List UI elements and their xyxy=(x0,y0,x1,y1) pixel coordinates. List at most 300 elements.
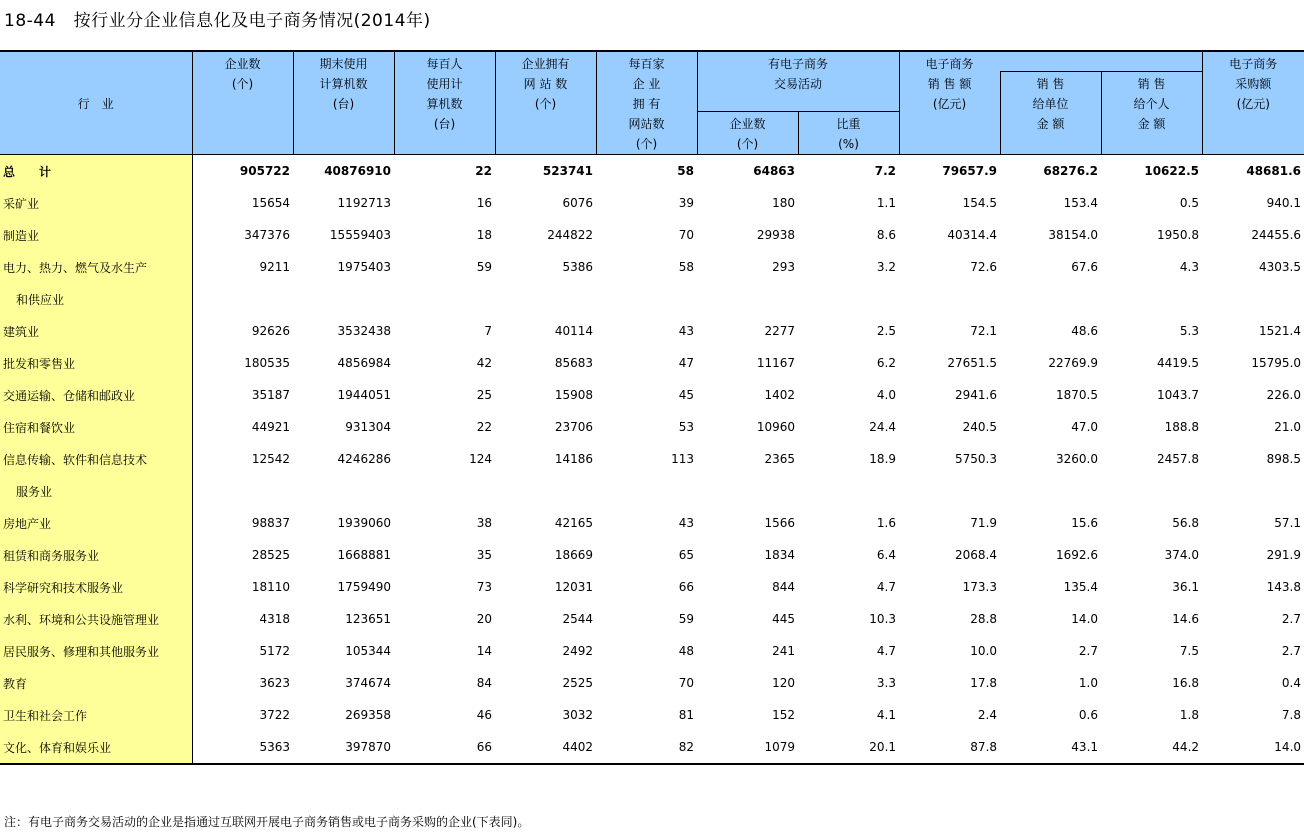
value-cell: 293 xyxy=(772,260,795,274)
value-cell: 4419.5 xyxy=(1157,356,1200,370)
header-line: 企业拥有 xyxy=(521,57,570,71)
value-cell: 29938 xyxy=(756,228,795,242)
header-line: (个) xyxy=(635,137,658,151)
industry-cell: 采矿业 xyxy=(0,187,192,219)
value-cell xyxy=(1101,283,1202,315)
value-cell: 124 xyxy=(469,452,492,466)
value-cell: 9211 xyxy=(259,260,290,274)
value-cell: 240.5 xyxy=(962,420,998,434)
value-cell: 11167 xyxy=(756,356,795,370)
value-cell: 42 xyxy=(476,356,492,370)
value-cell: 445 xyxy=(772,612,795,626)
value-cell: 180 xyxy=(772,196,795,210)
value-cell: 48 xyxy=(678,644,694,658)
table-body xyxy=(0,155,1304,765)
table-row xyxy=(0,635,1304,667)
value-cell xyxy=(899,475,1000,507)
value-cell: 347376 xyxy=(244,228,290,242)
value-cell: 3532438 xyxy=(337,324,391,338)
value-cell: 18 xyxy=(476,228,492,242)
header-industry: 行 业 xyxy=(0,51,192,155)
value-cell: 1692.6 xyxy=(1056,548,1099,562)
value-cell: 17.8 xyxy=(970,676,998,690)
header-line: 企业数 xyxy=(224,57,261,71)
table-row xyxy=(0,411,1304,443)
value-cell: 7 xyxy=(484,324,492,338)
value-cell: 5386 xyxy=(562,260,593,274)
industry-cell: 卫生和社会工作 xyxy=(0,699,192,731)
value-cell: 35 xyxy=(476,548,492,562)
value-cell: 56.8 xyxy=(1172,516,1200,530)
header-ecom-share xyxy=(798,112,899,155)
value-cell: 6076 xyxy=(562,196,593,210)
value-cell: 66 xyxy=(394,731,495,764)
value-cell: 10.3 xyxy=(869,612,897,626)
value-cell: 24.4 xyxy=(869,420,897,434)
value-cell: 1939060 xyxy=(337,516,391,530)
value-cell: 27651.5 xyxy=(947,356,998,370)
value-cell: 87.8 xyxy=(899,731,1000,764)
value-cell: 47 xyxy=(678,356,694,370)
value-cell: 79657.9 xyxy=(942,164,998,178)
header-line: 每百家 xyxy=(628,57,665,71)
value-cell: 46 xyxy=(476,708,492,722)
value-cell: 143.8 xyxy=(1266,580,1302,594)
value-cell: 1834 xyxy=(764,548,795,562)
header-line: 企业数 xyxy=(729,117,766,131)
industry-cell: 租赁和商务服务业 xyxy=(0,539,192,571)
header-line: (个) xyxy=(736,137,759,151)
value-cell: 81 xyxy=(678,708,694,722)
value-cell: 18110 xyxy=(251,580,290,594)
industry-cell: 科学研究和技术服务业 xyxy=(0,571,192,603)
value-cell: 0.6 xyxy=(1078,708,1099,722)
value-cell: 66 xyxy=(678,580,694,594)
value-cell: 3722 xyxy=(259,708,290,722)
value-cell: 58 xyxy=(677,164,694,178)
header-sales-span xyxy=(1000,51,1202,71)
footnote: 注：有电子商务交易活动的企业是指通过互联网开展电子商务销售或电子商务采购的企业(下表同)。 xyxy=(4,815,530,829)
value-cell: 6.2 xyxy=(876,356,897,370)
value-cell: 20 xyxy=(476,612,492,626)
industry-cell: 教育 xyxy=(0,667,192,699)
value-cell: 48.6 xyxy=(1071,324,1099,338)
header-computers xyxy=(293,51,394,155)
value-cell: 1759490 xyxy=(337,580,391,594)
value-cell: 72.6 xyxy=(970,260,998,274)
value-cell: 40314.4 xyxy=(947,228,998,242)
value-cell xyxy=(192,475,293,507)
table-row xyxy=(0,539,1304,571)
header-enterprises xyxy=(192,51,293,155)
value-cell: 4856984 xyxy=(337,356,391,370)
value-cell: 58 xyxy=(678,260,694,274)
value-cell: 2.4 xyxy=(977,708,998,722)
value-cell: 92626 xyxy=(251,324,290,338)
value-cell: 48681.6 xyxy=(1246,164,1302,178)
value-cell: 22 xyxy=(475,164,492,178)
value-cell: 14.6 xyxy=(1172,612,1200,626)
value-cell: 241 xyxy=(772,644,795,658)
value-cell: 2.7 xyxy=(1078,644,1099,658)
value-cell: 64863 xyxy=(753,164,795,178)
industry-cell: 住宿和餐饮业 xyxy=(0,411,192,443)
value-cell: 0.4 xyxy=(1281,676,1302,690)
header-line: 企 业 xyxy=(632,77,661,91)
value-cell: 2492 xyxy=(562,644,593,658)
value-cell: 2.7 xyxy=(1281,644,1302,658)
value-cell: 57.1 xyxy=(1274,516,1302,530)
value-cell: 1975403 xyxy=(337,260,391,274)
value-cell xyxy=(293,475,394,507)
value-cell: 12031 xyxy=(554,580,593,594)
value-cell xyxy=(697,475,798,507)
value-cell: 53 xyxy=(678,420,694,434)
header-line: 采购额 xyxy=(1235,77,1272,91)
header-sales-individuals xyxy=(1101,71,1202,155)
table-row xyxy=(0,443,1304,475)
value-cell: 4402 xyxy=(495,731,596,764)
industry-cell: 总 计 xyxy=(0,155,192,188)
value-cell xyxy=(697,283,798,315)
header-line: (个) xyxy=(231,77,254,91)
value-cell: 3.3 xyxy=(876,676,897,690)
value-cell: 65 xyxy=(678,548,694,562)
value-cell xyxy=(798,475,899,507)
value-cell: 2068.4 xyxy=(955,548,998,562)
value-cell: 5363 xyxy=(192,731,293,764)
header-line: 销 售 xyxy=(1137,76,1166,91)
header-purchases xyxy=(1202,51,1304,155)
header-line: 电子商务 xyxy=(1229,57,1278,71)
industry-cell: 文化、体育和娱乐业 xyxy=(0,731,192,764)
value-cell: 70 xyxy=(678,228,694,242)
value-cell: 113 xyxy=(671,452,694,466)
value-cell: 4.3 xyxy=(1179,260,1200,274)
value-cell: 180535 xyxy=(244,356,290,370)
value-cell: 173.3 xyxy=(962,580,998,594)
page-title: 18-44 按行业分企业信息化及电子商务情况(2014年) xyxy=(4,11,431,31)
value-cell: 269358 xyxy=(345,708,391,722)
value-cell: 4.7 xyxy=(876,644,897,658)
industry-cell: 建筑业 xyxy=(0,315,192,347)
header-line: 期末使用 xyxy=(319,57,368,71)
value-cell: 1079 xyxy=(697,731,798,764)
value-cell: 12542 xyxy=(251,452,290,466)
table-row xyxy=(0,603,1304,635)
header-line: 网 站 数 xyxy=(523,77,568,91)
value-cell: 44.2 xyxy=(1101,731,1202,764)
value-cell: 72.1 xyxy=(970,324,998,338)
value-cell: 59 xyxy=(476,260,492,274)
table-row xyxy=(0,251,1304,283)
value-cell: 10622.5 xyxy=(1144,164,1200,178)
value-cell: 39 xyxy=(678,196,694,210)
value-cell: 153.4 xyxy=(1063,196,1099,210)
value-cell: 68276.2 xyxy=(1043,164,1099,178)
header-line: (个) xyxy=(534,97,557,111)
value-cell: 1870.5 xyxy=(1056,388,1099,402)
value-cell: 3623 xyxy=(259,676,290,690)
value-cell: 5.3 xyxy=(1179,324,1200,338)
value-cell: 98837 xyxy=(251,516,290,530)
value-cell: 5750.3 xyxy=(955,452,998,466)
value-cell: 59 xyxy=(678,612,694,626)
value-cell: 2277 xyxy=(764,324,795,338)
value-cell: 4.1 xyxy=(876,708,897,722)
value-cell: 25 xyxy=(476,388,492,402)
header-line: (台) xyxy=(433,117,456,131)
header-line: 交易活动 xyxy=(774,77,823,91)
value-cell: 84 xyxy=(476,676,492,690)
header-line: (亿元) xyxy=(1236,97,1270,111)
value-cell: 154.5 xyxy=(962,196,998,210)
value-cell: 73 xyxy=(476,580,492,594)
value-cell: 42165 xyxy=(554,516,593,530)
value-cell: 120 xyxy=(772,676,795,690)
table-row xyxy=(0,667,1304,699)
value-cell: 1521.4 xyxy=(1259,324,1302,338)
value-cell: 15795.0 xyxy=(1251,356,1302,370)
industry-cell: 房地产业 xyxy=(0,507,192,539)
value-cell: 4.7 xyxy=(876,580,897,594)
value-cell: 1566 xyxy=(764,516,795,530)
value-cell: 67.6 xyxy=(1071,260,1099,274)
value-cell: 844 xyxy=(772,580,795,594)
value-cell xyxy=(798,283,899,315)
value-cell: 10.0 xyxy=(970,644,998,658)
value-cell: 244822 xyxy=(547,228,593,242)
value-cell: 71.9 xyxy=(970,516,998,530)
header-line: 电子商务 xyxy=(925,57,974,71)
table-row xyxy=(0,475,1304,507)
value-cell: 940.1 xyxy=(1266,196,1302,210)
header-line: 给个人 xyxy=(1133,96,1170,111)
value-cell: 36.1 xyxy=(1172,580,1200,594)
value-cell: 23706 xyxy=(554,420,593,434)
value-cell xyxy=(1202,283,1304,315)
header-websites xyxy=(495,51,596,155)
value-cell: 2457.8 xyxy=(1157,452,1200,466)
value-cell: 374.0 xyxy=(1164,548,1200,562)
value-cell: 7.8 xyxy=(1281,708,1302,722)
data-table xyxy=(0,50,1304,765)
industry-cell: 和供应业 xyxy=(0,283,192,315)
value-cell: 24455.6 xyxy=(1251,228,1302,242)
value-cell: 1402 xyxy=(764,388,795,402)
industry-cell: 交通运输、仓储和邮政业 xyxy=(0,379,192,411)
header-line: 给单位 xyxy=(1032,96,1069,111)
value-cell: 105344 xyxy=(345,644,391,658)
value-cell: 15559403 xyxy=(329,228,391,242)
table-row xyxy=(0,379,1304,411)
value-cell: 1944051 xyxy=(337,388,391,402)
header-line: 每百人 xyxy=(426,57,463,71)
industry-cell: 电力、热力、燃气及水生产 xyxy=(0,251,192,283)
header-line: (%) xyxy=(838,137,859,151)
header-sales xyxy=(899,51,1000,155)
value-cell: 45 xyxy=(678,388,694,402)
value-cell xyxy=(495,475,596,507)
value-cell: 20.1 xyxy=(798,731,899,764)
value-cell xyxy=(394,475,495,507)
table-row xyxy=(0,731,1304,764)
value-cell: 15908 xyxy=(554,388,593,402)
header-line: 金 额 xyxy=(1036,116,1065,131)
value-cell: 14 xyxy=(476,644,492,658)
value-cell: 1.8 xyxy=(1179,708,1200,722)
value-cell: 2941.6 xyxy=(955,388,998,402)
value-cell: 898.5 xyxy=(1266,452,1302,466)
industry-cell: 水利、环境和公共设施管理业 xyxy=(0,603,192,635)
table-row xyxy=(0,283,1304,315)
table-row xyxy=(0,571,1304,603)
industry-cell: 居民服务、修理和其他服务业 xyxy=(0,635,192,667)
value-cell: 4.0 xyxy=(876,388,897,402)
value-cell: 4303.5 xyxy=(1259,260,1302,274)
header-sales-units xyxy=(1000,71,1101,155)
header-ecom-activity xyxy=(697,51,899,112)
value-cell: 3.2 xyxy=(876,260,897,274)
value-cell: 2544 xyxy=(562,612,593,626)
value-cell: 7.5 xyxy=(1179,644,1200,658)
value-cell: 47.0 xyxy=(1071,420,1099,434)
value-cell: 38154.0 xyxy=(1048,228,1099,242)
value-cell: 1043.7 xyxy=(1157,388,1200,402)
value-cell: 135.4 xyxy=(1063,580,1099,594)
value-cell: 40876910 xyxy=(324,164,391,178)
value-cell: 28525 xyxy=(251,548,290,562)
header-line: (台) xyxy=(332,97,355,111)
value-cell: 1668881 xyxy=(337,548,391,562)
value-cell: 1.1 xyxy=(876,196,897,210)
value-cell: 291.9 xyxy=(1266,548,1302,562)
table-row xyxy=(0,699,1304,731)
value-cell: 7.2 xyxy=(874,164,897,178)
value-cell: 16 xyxy=(476,196,492,210)
value-cell: 43 xyxy=(678,324,694,338)
header-line: 算机数 xyxy=(426,97,463,111)
value-cell: 14.0 xyxy=(1071,612,1099,626)
industry-cell: 制造业 xyxy=(0,219,192,251)
value-cell: 374674 xyxy=(345,676,391,690)
value-cell: 16.8 xyxy=(1172,676,1200,690)
value-cell: 4318 xyxy=(259,612,290,626)
industry-cell: 批发和零售业 xyxy=(0,347,192,379)
value-cell: 40114 xyxy=(554,324,593,338)
header-line: 使用计 xyxy=(426,77,463,91)
value-cell: 226.0 xyxy=(1266,388,1302,402)
industry-cell: 信息传输、软件和信息技术 xyxy=(0,443,192,475)
value-cell xyxy=(293,283,394,315)
value-cell: 44921 xyxy=(251,420,290,434)
value-cell xyxy=(495,283,596,315)
value-cell: 5172 xyxy=(259,644,290,658)
value-cell: 8.6 xyxy=(876,228,897,242)
value-cell: 70 xyxy=(678,676,694,690)
value-cell: 2365 xyxy=(764,452,795,466)
table-row xyxy=(0,219,1304,251)
value-cell: 1.0 xyxy=(1078,676,1099,690)
value-cell xyxy=(899,283,1000,315)
value-cell xyxy=(1101,475,1202,507)
value-cell: 38 xyxy=(476,516,492,530)
header-line: 比重 xyxy=(836,117,861,131)
value-cell: 35187 xyxy=(251,388,290,402)
value-cell: 28.8 xyxy=(970,612,998,626)
value-cell: 152 xyxy=(772,708,795,722)
value-cell xyxy=(394,283,495,315)
value-cell: 85683 xyxy=(554,356,593,370)
value-cell: 0.5 xyxy=(1179,196,1200,210)
value-cell: 1950.8 xyxy=(1157,228,1200,242)
value-cell: 123651 xyxy=(345,612,391,626)
value-cell: 905722 xyxy=(239,164,290,178)
value-cell: 15.6 xyxy=(1071,516,1099,530)
value-cell: 2.5 xyxy=(876,324,897,338)
value-cell: 523741 xyxy=(542,164,593,178)
value-cell: 14186 xyxy=(554,452,593,466)
value-cell: 2525 xyxy=(562,676,593,690)
value-cell xyxy=(596,283,697,315)
value-cell: 18669 xyxy=(554,548,593,562)
header-line: 计算机数 xyxy=(319,77,368,91)
value-cell: 188.8 xyxy=(1164,420,1200,434)
value-cell: 21.0 xyxy=(1274,420,1302,434)
table-row xyxy=(0,187,1304,219)
header-line: (亿元) xyxy=(932,97,967,111)
table-row xyxy=(0,347,1304,379)
value-cell xyxy=(1000,283,1101,315)
value-cell: 14.0 xyxy=(1202,731,1304,764)
value-cell: 43 xyxy=(678,516,694,530)
value-cell: 18.9 xyxy=(869,452,897,466)
value-cell: 82 xyxy=(596,731,697,764)
value-cell: 4246286 xyxy=(337,452,391,466)
industry-cell: 服务业 xyxy=(0,475,192,507)
value-cell: 43.1 xyxy=(1000,731,1101,764)
value-cell: 22769.9 xyxy=(1048,356,1099,370)
value-cell: 3032 xyxy=(562,708,593,722)
value-cell: 1.6 xyxy=(876,516,897,530)
header-line: 金 额 xyxy=(1137,116,1166,131)
value-cell xyxy=(1202,475,1304,507)
value-cell: 22 xyxy=(476,420,492,434)
value-cell xyxy=(596,475,697,507)
total-row xyxy=(0,155,1304,188)
header-line: 拥 有 xyxy=(632,97,661,111)
header-line: 有电子商务 xyxy=(768,57,829,71)
value-cell: 6.4 xyxy=(876,548,897,562)
table-row xyxy=(0,507,1304,539)
header-line: 网站数 xyxy=(628,117,665,131)
header-line: 销 售 额 xyxy=(927,77,972,91)
value-cell: 10960 xyxy=(756,420,795,434)
header-computers-per100 xyxy=(394,51,495,155)
value-cell xyxy=(1000,475,1101,507)
value-cell: 1192713 xyxy=(337,196,391,210)
value-cell: 3260.0 xyxy=(1056,452,1099,466)
table-row xyxy=(0,315,1304,347)
value-cell xyxy=(192,283,293,315)
value-cell: 15654 xyxy=(251,196,290,210)
header-websites-per100 xyxy=(596,51,697,155)
header-ecom-count xyxy=(697,112,798,155)
value-cell: 931304 xyxy=(345,420,391,434)
value-cell: 397870 xyxy=(293,731,394,764)
header-line: 销 售 xyxy=(1036,76,1065,91)
value-cell: 2.7 xyxy=(1281,612,1302,626)
